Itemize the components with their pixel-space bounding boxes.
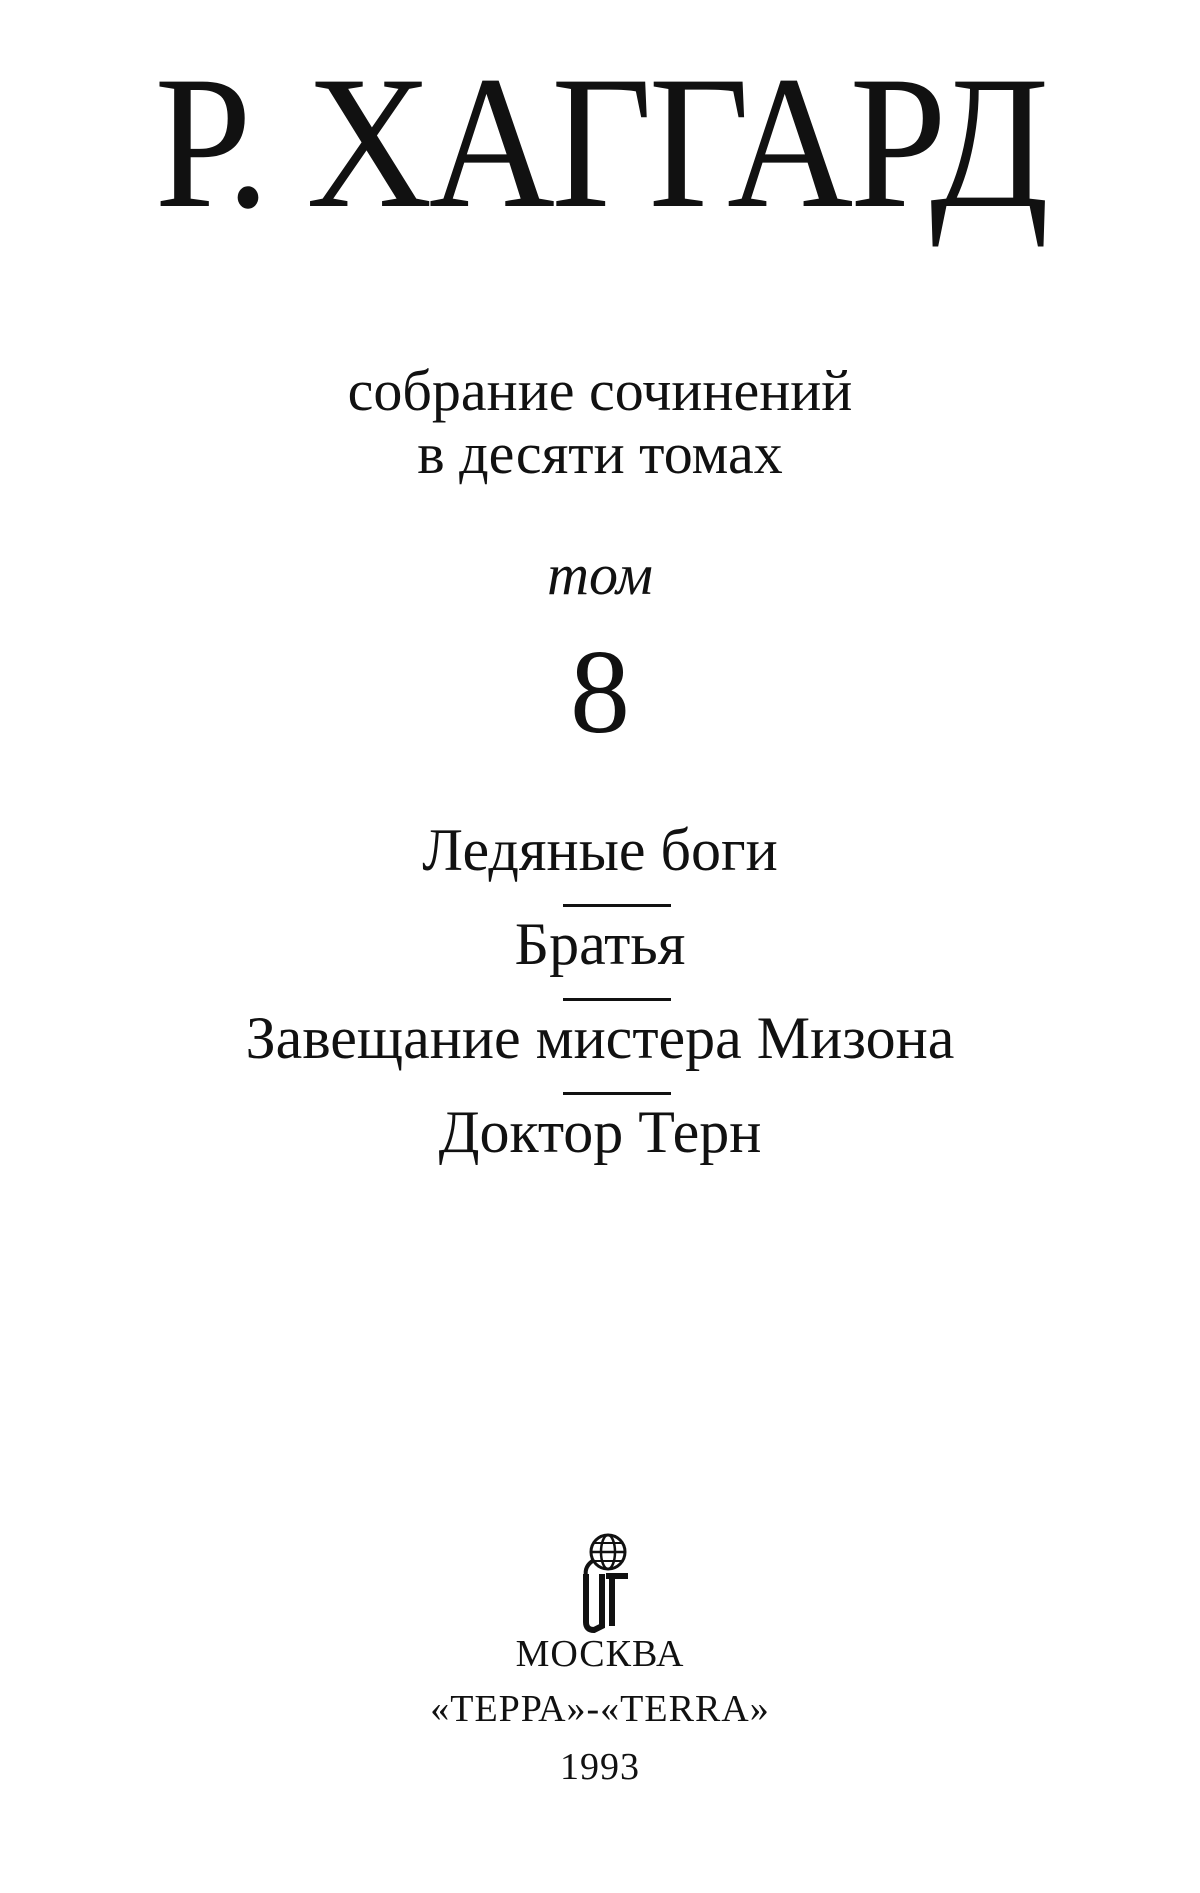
imprint-year: 1993	[560, 1746, 640, 1788]
imprint-city: МОСКВА	[515, 1633, 685, 1675]
divider	[563, 1092, 671, 1095]
author-name: Р. ХАГГАРД	[154, 38, 1046, 248]
work-title-3: Завещание мистера Мизона	[245, 1005, 955, 1071]
volume-number: 8	[570, 625, 630, 758]
work-title-1: Ледяные боги	[422, 817, 778, 883]
divider	[563, 904, 671, 907]
divider	[563, 998, 671, 1001]
volume-label: том	[547, 542, 653, 607]
work-title-4: Доктор Терн	[438, 1099, 762, 1165]
collection-line-2: в десяти томах	[417, 421, 783, 486]
work-title-2: Братья	[514, 911, 686, 977]
imprint-publisher: «ТЕРРА»-«TERRA»	[430, 1688, 770, 1730]
publisher-logo-icon	[574, 1530, 634, 1638]
collection-line-1: собрание сочинений	[347, 358, 853, 423]
